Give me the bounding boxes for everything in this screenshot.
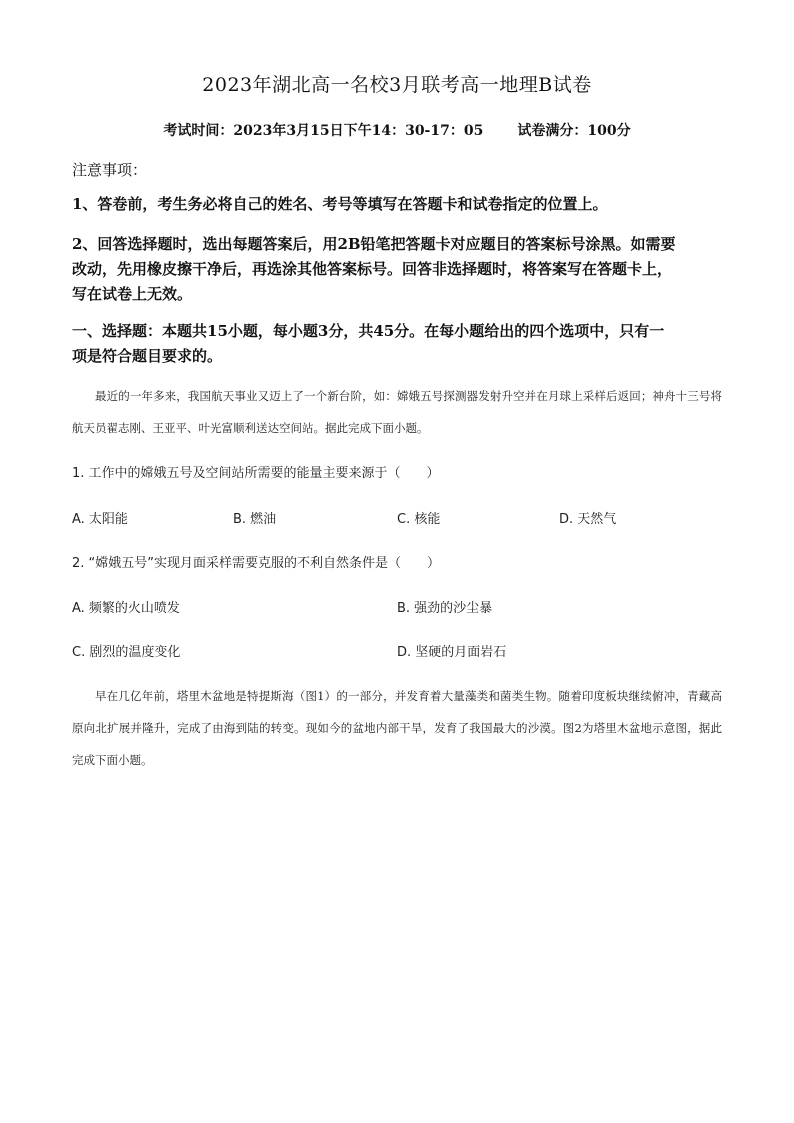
exam-full-score: 试卷满分：100分	[517, 123, 631, 139]
question-1-option-b: B. 燃油	[233, 512, 277, 527]
question-1-stem: 1. 工作中的嫦娥五号及空间站所需要的能量主要来源于（ ）	[72, 466, 440, 481]
section-heading-line-2: 项是符合题目要求的。	[72, 347, 223, 365]
notice-heading: 注意事项：	[72, 161, 148, 179]
exam-info	[0, 120, 794, 140]
question-1-option-a: A. 太阳能	[72, 512, 128, 527]
reading-passage-2: 早在几亿年前，塔里木盆地是特提斯海（图1）的一部分，并发育着大量藻类和菌类生物。随着印度板块继续俯冲，青藏高原向北扩展并隆升，完成了由海到陆的转变。现如今的盆地内部干旱，发育了我国最大的沙漠。图2为塔里木盆地示意图，据此完成下面小题。	[72, 689, 722, 767]
question-2-option-c: C. 剧烈的温度变化	[72, 645, 181, 660]
reading-passage-1: 最近的一年多来，我国航天事业又迈上了一个新台阶，如：嫦娥五号探测器发射升空并在月球上采样后返回；神舟十三号将航天员翟志刚、王亚平、叶光富顺利送达空间站。据此完成下面小题。	[72, 389, 722, 435]
question-1-option-c: C. 核能	[397, 512, 441, 527]
question-1-option-d: D. 天然气	[559, 512, 617, 527]
question-2-option-a: A. 频繁的火山喷发	[72, 601, 180, 616]
notice-item-2-line-2: 改动，先用橡皮擦干净后，再选涂其他答案标号。回答非选择题时，将答案写在答题卡上，	[72, 260, 673, 278]
exam-time: 考试时间：2023年3月15日下午14：30-17：05	[163, 123, 484, 139]
notice-item-2-line-3: 写在试卷上无效。	[72, 285, 193, 303]
section-heading-line-1: 一、选择题：本题共15小题，每小题3分，共45分。在每小题给出的四个选项中，只有一	[72, 322, 665, 340]
exam-title: 2023年湖北高一名校3月联考高一地理B试卷	[202, 74, 592, 96]
notice-item-1: 1、答卷前，考生务必将自己的姓名、考号等填写在答题卡和试卷指定的位置上。	[72, 195, 608, 213]
notice-item-2-line-1: 2、回答选择题时，选出每题答案后，用2B铅笔把答题卡对应题目的答案标号涂黑。如需要	[72, 235, 676, 253]
question-2-stem: 2. “嫦娥五号”实现月面采样需要克服的不利自然条件是（ ）	[72, 556, 441, 571]
question-2-option-d: D. 坚硬的月面岩石	[397, 645, 507, 660]
question-2-option-b: B. 强劲的沙尘暴	[397, 601, 493, 616]
